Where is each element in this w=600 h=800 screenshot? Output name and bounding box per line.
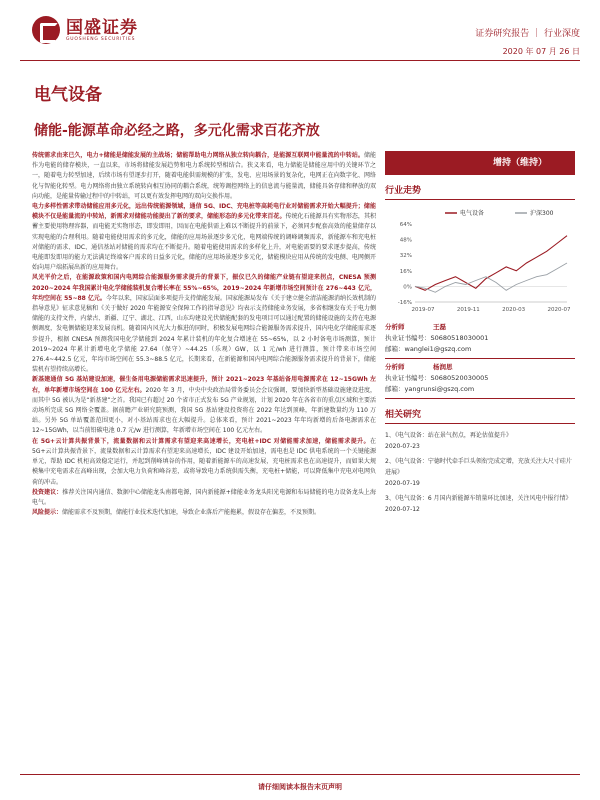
y-tick-label: 48% <box>399 237 412 244</box>
sidebar <box>385 151 575 519</box>
related-item-title[interactable]: 3、《电气设备：6 月国内新能源车销量环比加速，关注风电中报行情》 <box>385 495 572 502</box>
footer-disclaimer: 请仔细阅读本报告末页声明 <box>258 783 342 791</box>
legend-label: 电气设备 <box>460 210 485 217</box>
report-date: 2020 年 07 月 26 日 <box>502 47 580 56</box>
cert-number: S0680520030005 <box>430 374 489 382</box>
x-tick-label: 2020-03 <box>502 307 526 313</box>
report-headline: 储能-能源革命必经之路，多元化需求百花齐放 <box>34 123 320 139</box>
page-header <box>0 0 600 66</box>
analyst-list <box>385 322 575 399</box>
cert-label: 执业证书编号： <box>385 374 431 382</box>
paragraph-text: 传统化石能源具有实物形态，其积蓄主要使用物理容器，而电能无实物形态，即发即用，因而在电能供需上难以不断提升的前景下，必须同步配套高效的能量储存以实现电能的合理利用。随着电能使用需求的多元化，储能的应用场景逐步多元化，电网端传统的调峰调频需求，新能源车和充电桩对储能的需求、IDC、通信基站对储能的需求均在不断提升。随着电能使用需求的多样化上升，对电能需要的要求逐步提高，传统电能即发即用的能力无法满足终端客户需求的日益多元化，储能的应用场景逐步多元化，储能模块应用从传统的发电侧、电网侧开始向用户端拓展出新的应用舞台。 <box>32 213 376 272</box>
footer-divider <box>20 774 580 775</box>
paragraph-text: 今年以来，国家层面多项提升支持储能发展。国家能源局发布《关于建立健全清洁能源消纳长效机制的指导意见》征求意见稿和《关于做好 2020 年能源安全保障工作的指导意见》均表示支持储能业务发展，多省相继发布关于电力侧储能的支持文件，内蒙古、新疆、辽宁、湖北、江西，山东均建设光伏储能配套的发电项目可以通过配置的储能设施的支持在电源侧调度，发电侧储能迎来发展良机。随着国内风光大力推进的同时，积极发展电网综合能源服务需求提升，国内电化学储能需求逐步提升，根据 CNESA 预测我国电化学储能到 2024 年累计装机的年化复合增速在 55~65%，以 2 小时备电市场测算，预计 2019~2024 年累计新增电化学储能 27.64（保守）~44.25（乐观）GW，以 1 元/wh 进行测算，预计带来市场空间 276.4~442.5 亿元，年均市场空间在 55.3~88.5 亿元，长期来看，在新能源和国内电网综合能源服务需求提升的背景下，储能装机有望持续高增长。 <box>32 294 376 374</box>
analyst-name: 杨润思 <box>433 363 453 371</box>
paragraph-lead: 传统需求由来已久，电力+储能是储能发展的主战场；储能帮助电力网络从独立转向耦合，是能源互联网中能量流的中转站。 <box>32 152 364 159</box>
paragraph-text: 2020 年 3 月，中央中央政治局常务委员会会议强调，要加快新型基础设施建设进度，而其中 5G 被认为是“新基建”之首。我国已有超过 20 个省市正式发布 5G 产业规划，计划 2020 年在各省市的重点区域和主要活动场所完成 5G 网络全覆盖。据前瞻产业研究院预测，我国 5G 基站建设投资将在 2022 年达到顶峰，年新建数量约为 110 万站。另外 5G 单站覆盖范围更小，对小基站需求也在大幅提升。总体来看，预计 2021~2023 年年均新增的后备电源需求在 12~15GWh，以当前铅碳电池 0.7 元/w 进行测算，年新增市场空间在 100 亿元左右。 <box>32 386 376 435</box>
x-tick-label: 2019-07 <box>411 307 435 313</box>
body-paragraph <box>32 508 376 518</box>
email-label: 邮箱： <box>385 345 405 353</box>
cert-label: 执业证书编号： <box>385 334 431 342</box>
company-logo <box>32 16 138 44</box>
paragraph-lead: 新基建通信 5G 基站建设加速，催生备用电源储能需求迅速提升，预计 2021~2023 年基站备用电源需求在 12~15GWh 左右，单年新增市场空间在 100 亿元左右。 <box>32 376 376 394</box>
related-list <box>385 430 575 515</box>
cert-number: S0680518030001 <box>430 334 489 342</box>
related-item-date: 2020-07-19 <box>385 480 420 487</box>
analyst-email[interactable]: yangrunsi@gszq.com <box>404 385 475 393</box>
analyst-divider <box>385 398 575 399</box>
analyst-email[interactable]: wanglei1@gszq.com <box>404 345 472 353</box>
related-title: 相关研究 <box>385 407 575 424</box>
email-label: 邮箱： <box>385 385 405 393</box>
body-paragraph <box>32 273 376 375</box>
analyst-role: 分析师 <box>385 323 405 331</box>
y-tick-label: 32% <box>399 253 412 260</box>
trend-chart-svg <box>385 206 575 316</box>
series-line-2 <box>415 263 567 292</box>
paragraph-lead: 风光平价之后，在能源政策和国内电网综合能源服务需求提升的背景下，振仪已久的储能产业链有望迎来拐点，CNESA 预测 2020~2024 年我国累计电化学储能装机复合增长率在 55%~65%，2019~2024 年新增市场空间预计在 276~443 亿元，年均空间在 55~88 亿元。 <box>32 274 376 302</box>
header-divider <box>20 60 580 61</box>
analyst-card <box>385 362 575 399</box>
trend-title: 行业走势 <box>385 183 575 200</box>
logo-name-cn: 国盛证券 <box>66 17 138 38</box>
trend-chart <box>385 206 575 316</box>
legend-label: 沪深300 <box>530 210 554 217</box>
analyst-name: 王磊 <box>433 323 446 331</box>
x-tick-label: 2020-07 <box>547 307 571 313</box>
analyst-card <box>385 322 575 359</box>
related-item-title[interactable]: 1、《电气设备：站在景气拐点，再论估值提升》 <box>385 432 512 439</box>
body-paragraph <box>32 375 376 436</box>
y-tick-label: 64% <box>399 222 412 228</box>
logo-mark-icon <box>32 16 60 44</box>
report-type: 证券研究报告 ｜ 行业深度 <box>475 29 580 39</box>
y-tick-label: 0% <box>403 284 412 291</box>
analyst-divider <box>385 358 575 359</box>
related-item-date: 2020-07-12 <box>385 506 420 513</box>
page-footer <box>0 774 600 800</box>
series-line-1 <box>415 236 567 291</box>
paragraph-text: 储能需求不及预期，储能行业技术迭代加速，导致企业落后产能拖累，假设存在偏差，不及预期。 <box>62 509 321 517</box>
paragraph-text: 在 5G+云计算共振背景下，流量数据和云计算需求有望迎来高速增长，IDC 建设开始加速，需电也是 IDC 供电系统的一个关键能源单元，帮助 IDC 机柜高效稳定运行，并起到削峰填谷的作用，随着新能源车的高速发展，充电桩需求也在高速提升，而如果大规模集中充电需求在高峰出现，会加大电力负荷和峰谷差，或将导致电力系统供需失衡，充电桩+储能，可以降低集中充电对电网负荷的冲击。 <box>32 437 376 486</box>
paragraph-text: 储能作为电能的储存模块，一直以来，市场将储能发展趋势和电力系统转型相结合。狭义来看，电力储能是储能应用中的关键环节之一，随着电力转型加速，后续市场有望逐步打开，随着电能供需规模的扩张，发电、应用场景的复杂化，电网正在向数字化、网络化与智能化转型。电力网络将由独立系统转向相互协同的耦合系统，统筹调控网络上的信息流与能量流，储能具备存储和释放的双向功能，是能量传输过程中的中转站，可以更有效发挥电网的双向交换作用。 <box>32 152 376 200</box>
paragraph-lead: 投资建议： <box>32 488 63 496</box>
body-paragraph <box>32 151 376 202</box>
y-tick-label: -16% <box>397 300 412 306</box>
paragraph-text: 推荐关注国内通信、数据中心储能龙头南都电源，国内新能源+储能业务龙头阳光电源和布局储能的电力设备龙头上海电气。 <box>32 488 376 506</box>
paragraph-lead: 风险提示： <box>32 509 63 517</box>
body-paragraph <box>32 437 376 488</box>
logo-name-en: GUOSHENG SECURITIES <box>66 36 136 42</box>
related-item-date: 2020-07-23 <box>385 443 420 450</box>
sector-title: 电气设备 <box>34 85 102 105</box>
main-body <box>32 151 376 518</box>
y-tick-label: 16% <box>399 268 412 275</box>
x-tick-label: 2019-11 <box>456 307 480 313</box>
analyst-role: 分析师 <box>385 363 405 371</box>
paragraph-lead: 在 5G+云计算共振背景下，流量数据和云计算需求有望迎来高速增长，充电桩+IDC 对储能需求加速，储能需求提升。 <box>32 437 370 445</box>
related-item-title[interactable]: 2、《电气设备：宁德时代牵手巨头领衔完成定增，充放关注大尺寸硅片进展》 <box>385 458 572 476</box>
body-paragraph <box>32 202 376 273</box>
rating-badge: 增持（维持） <box>385 151 575 175</box>
paragraph-lead: 电力多样性需求带动储能应用多元化，远出传统能源领域，通信 5G、IDC、充电桩等高耗电行业对储能需求开始大幅提升；储能模块不仅是能量流的中转站，新需求对储能功能提出了新的要求，储能形态的多元化带来百花。 <box>32 203 376 221</box>
body-paragraph <box>32 488 376 508</box>
